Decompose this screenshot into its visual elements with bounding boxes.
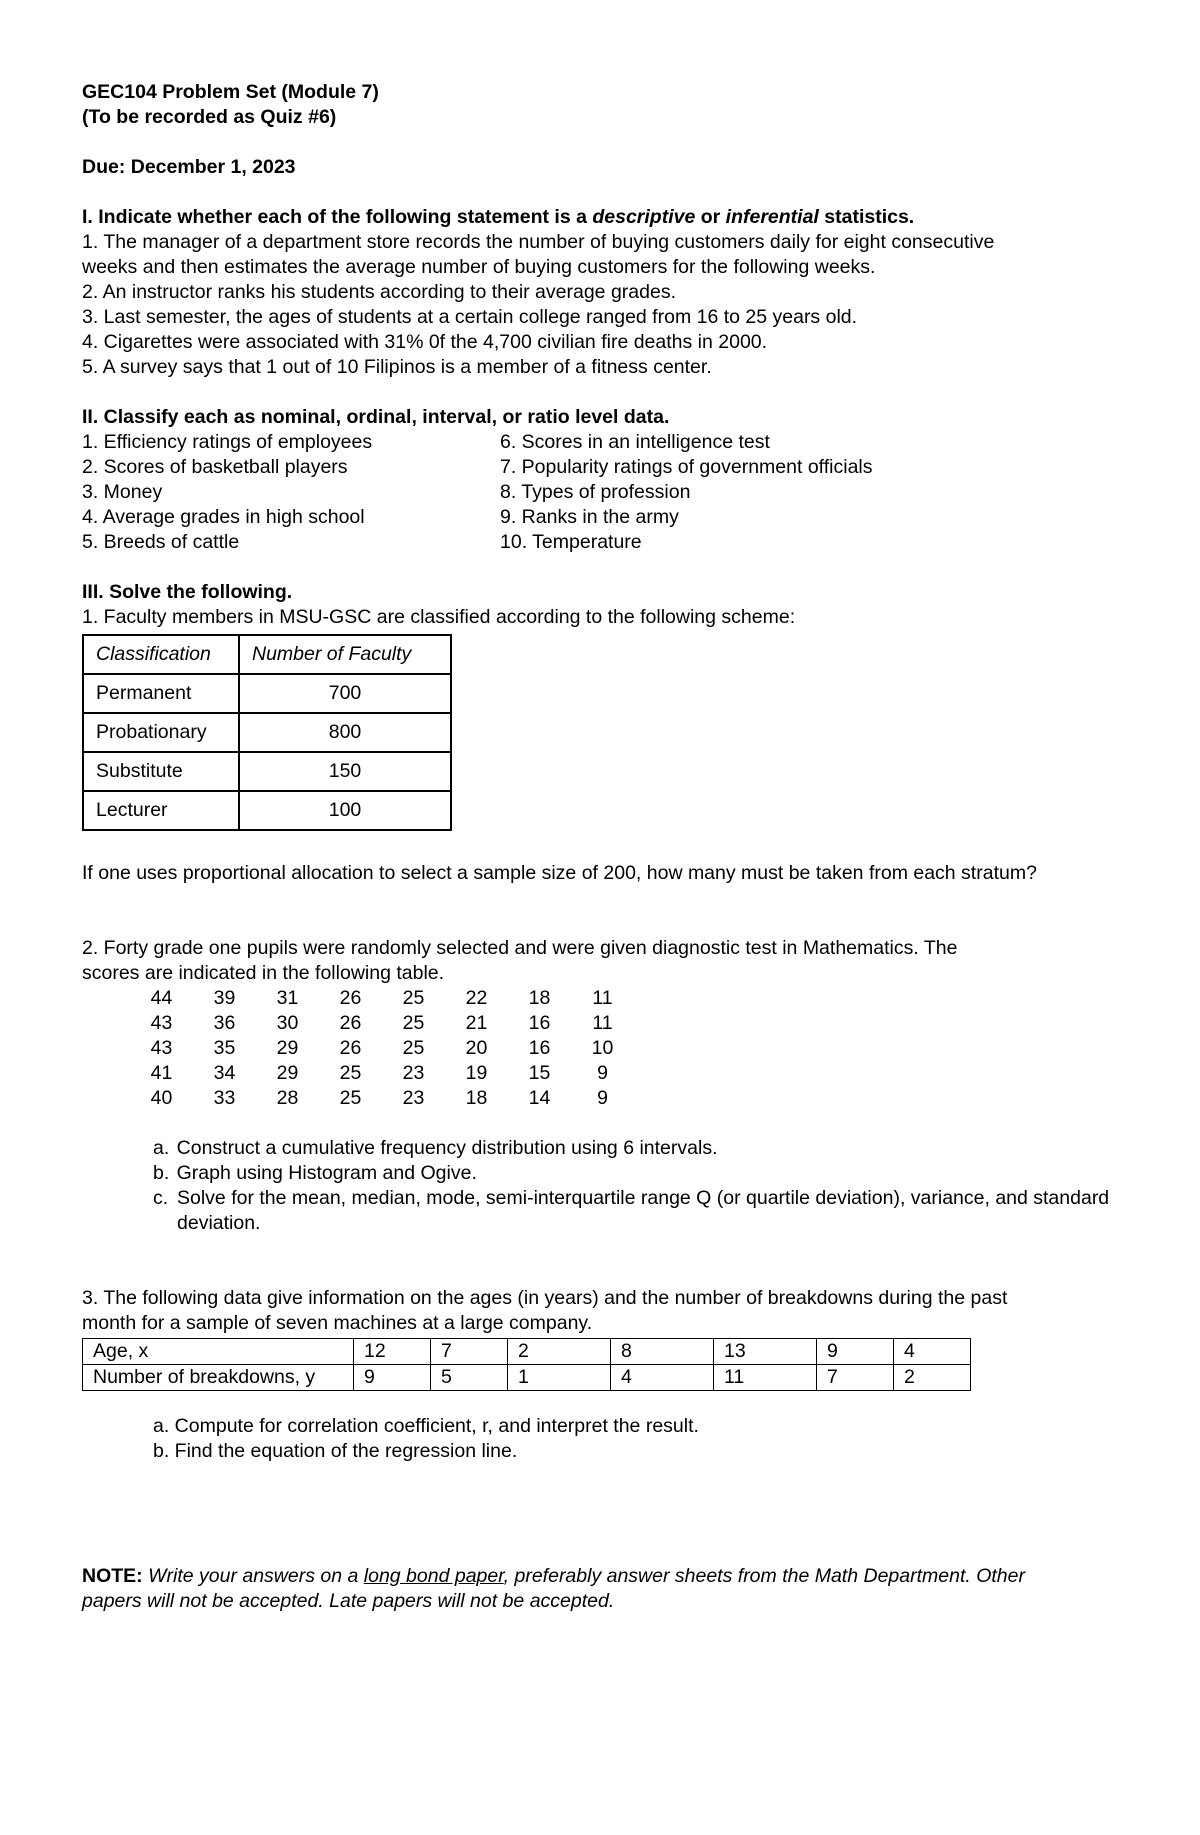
age-breakdowns-table — [82, 1338, 971, 1391]
table-row — [130, 986, 634, 1011]
note: NOTE: Write your answers on a long bond paper, preferably answer sheets from the Math Department. Other — [82, 1565, 1025, 1587]
table-cell: 9 — [597, 1062, 608, 1084]
part2-item: 7. Popularity ratings of government officials — [500, 456, 873, 478]
q2-intro: 2. Forty grade one pupils were randomly selected and were given diagnostic test in Mathematics. The — [82, 937, 958, 959]
table-header-cell: Age, x — [83, 1339, 354, 1365]
table-row — [130, 1086, 634, 1111]
table-cell: Probationary — [83, 713, 239, 752]
part2-item: 10. Temperature — [500, 531, 642, 553]
table-cell: 150 — [239, 752, 451, 791]
table-cell: 39 — [213, 987, 236, 1009]
q3-part-a: a. Compute for correlation coefficient, r, and interpret the result. — [153, 1415, 699, 1437]
document-subtitle: (To be recorded as Quiz #6) — [82, 106, 337, 128]
part1-item: 1. The manager of a department store records the number of buying customers daily for eight consecutive — [82, 231, 995, 253]
scores-table — [130, 986, 634, 1111]
part2-heading: II. Classify each as nominal, ordinal, interval, or ratio level data. — [82, 406, 670, 428]
table-cell: 11 — [592, 987, 613, 1009]
table-cell: 18 — [465, 1087, 488, 1109]
list-text: Graph using Histogram and Ogive. — [176, 1162, 477, 1184]
table-row — [83, 1365, 971, 1391]
document-title: GEC104 Problem Set (Module 7) — [82, 81, 379, 103]
table-cell: Lecturer — [83, 791, 239, 830]
table-row — [130, 1061, 634, 1086]
table-cell: 29 — [276, 1037, 299, 1059]
table-cell: 11 — [592, 1012, 613, 1034]
table-cell: 5 — [431, 1365, 508, 1391]
part1-item: 2. An instructor ranks his students according to their average grades. — [82, 281, 676, 303]
table-cell: 22 — [465, 987, 488, 1009]
part2-item: 3. Money — [82, 481, 163, 503]
table-row — [130, 1036, 634, 1061]
part1-item: 5. A survey says that 1 out of 10 Filipinos is a member of a fitness center. — [82, 356, 712, 378]
table-cell: 26 — [339, 1012, 362, 1034]
part2-item: 9. Ranks in the army — [500, 506, 679, 528]
table-cell: 28 — [276, 1087, 299, 1109]
q3-part-b: b. Find the equation of the regression line. — [153, 1440, 518, 1462]
list-letter: b. — [153, 1162, 170, 1184]
table-cell: 21 — [465, 1012, 488, 1034]
table-cell: Permanent — [83, 674, 239, 713]
list-text: Construct a cumulative frequency distribution using 6 intervals. — [176, 1137, 718, 1159]
table-cell: 31 — [276, 987, 299, 1009]
table-row — [83, 674, 451, 713]
table-cell: 26 — [339, 987, 362, 1009]
table-cell: 25 — [402, 1012, 425, 1034]
due-date: Due: December 1, 2023 — [82, 156, 296, 178]
table-header-row — [83, 635, 451, 674]
table-cell: 7 — [817, 1365, 894, 1391]
table-cell: 9 — [817, 1339, 894, 1365]
q3-intro: 3. The following data give information on the ages (in years) and the number of breakdowns during the past — [82, 1287, 1008, 1309]
note-label: NOTE: — [82, 1565, 143, 1587]
table-cell: 26 — [339, 1037, 362, 1059]
part1-item: 3. Last semester, the ages of students at a certain college ranged from 16 to 25 years old. — [82, 306, 858, 328]
document-page — [82, 80, 1122, 1614]
table-cell: 23 — [402, 1087, 425, 1109]
list-item — [153, 1186, 1122, 1236]
part1-item: 4. Cigarettes were associated with 31% 0f the 4,700 civilian fire deaths in 2000. — [82, 331, 768, 353]
table-row — [130, 1011, 634, 1036]
table-row — [83, 713, 451, 752]
table-cell: 8 — [611, 1339, 714, 1365]
part2-item: 8. Types of profession — [500, 481, 691, 503]
table-cell: 800 — [239, 713, 451, 752]
table-cell: 34 — [213, 1062, 236, 1084]
table-cell: 25 — [339, 1087, 362, 1109]
table-row — [83, 791, 451, 830]
table-cell: 16 — [528, 1012, 551, 1034]
table-cell: 33 — [213, 1087, 236, 1109]
part1-item: weeks and then estimates the average number of buying customers for the following weeks. — [82, 256, 876, 278]
part2-item: 5. Breeds of cattle — [82, 531, 240, 553]
table-cell: 14 — [528, 1087, 551, 1109]
table-cell: 41 — [150, 1062, 173, 1084]
part2-item: 2. Scores of basketball players — [82, 456, 348, 478]
list-letter: a. — [153, 1137, 170, 1159]
list-letter: c. — [153, 1187, 169, 1209]
table-cell: 18 — [528, 987, 551, 1009]
table-cell: 7 — [431, 1339, 508, 1365]
table-row — [83, 752, 451, 791]
table-cell: 2 — [894, 1365, 971, 1391]
table-cell: 11 — [714, 1365, 817, 1391]
table-cell: 4 — [894, 1339, 971, 1365]
table-cell: 23 — [402, 1062, 425, 1084]
table-cell: 12 — [354, 1339, 431, 1365]
table-cell: 43 — [150, 1012, 173, 1034]
table-cell: 29 — [276, 1062, 299, 1084]
list-text: Solve for the mean, median, mode, semi-interquartile range Q (or quartile deviation), variance, and standard deviation. — [177, 1187, 1110, 1234]
table-header-cell: Number of Faculty — [239, 635, 451, 674]
table-cell: 43 — [150, 1037, 173, 1059]
faculty-table — [82, 634, 452, 831]
table-cell: 35 — [213, 1037, 236, 1059]
table-cell: 30 — [276, 1012, 299, 1034]
table-cell: 15 — [528, 1062, 551, 1084]
part3-heading: III. Solve the following. — [82, 581, 293, 603]
part1-heading: I. Indicate whether each of the following statement is a descriptive or inferential statistics. — [82, 206, 915, 228]
table-row — [83, 1339, 971, 1365]
q1-intro: 1. Faculty members in MSU-GSC are classified according to the following scheme: — [82, 606, 796, 628]
table-cell: 9 — [597, 1087, 608, 1109]
table-cell: 100 — [239, 791, 451, 830]
table-cell: 20 — [465, 1037, 488, 1059]
table-cell: 25 — [402, 1037, 425, 1059]
part2-list — [82, 430, 1122, 555]
q1-question: If one uses proportional allocation to select a sample size of 200, how many must be taken from each stratum? — [82, 862, 1037, 884]
table-cell: 25 — [339, 1062, 362, 1084]
table-header-cell: Number of breakdowns, y — [83, 1365, 354, 1391]
list-item — [153, 1136, 1122, 1161]
q2-intro: scores are indicated in the following table. — [82, 962, 445, 984]
note-continued: papers will not be accepted. Late papers will not be accepted. — [82, 1590, 615, 1612]
table-cell: 700 — [239, 674, 451, 713]
part2-item: 1. Efficiency ratings of employees — [82, 431, 373, 453]
table-cell: 13 — [714, 1339, 817, 1365]
table-cell: 36 — [213, 1012, 236, 1034]
table-cell: 25 — [402, 987, 425, 1009]
part2-item: 4. Average grades in high school — [82, 506, 365, 528]
table-cell: Substitute — [83, 752, 239, 791]
table-cell: 16 — [528, 1037, 551, 1059]
list-item — [153, 1161, 1122, 1186]
part2-item: 6. Scores in an intelligence test — [500, 431, 770, 453]
table-cell: 44 — [150, 987, 173, 1009]
table-cell: 9 — [354, 1365, 431, 1391]
table-cell: 1 — [508, 1365, 611, 1391]
q3-intro: month for a sample of seven machines at a large company. — [82, 1312, 593, 1334]
table-cell: 40 — [150, 1087, 173, 1109]
table-cell: 19 — [465, 1062, 488, 1084]
table-header-cell: Classification — [83, 635, 239, 674]
table-cell: 2 — [508, 1339, 611, 1365]
q2-subquestions — [153, 1136, 1122, 1236]
table-cell: 10 — [591, 1037, 614, 1059]
table-cell: 4 — [611, 1365, 714, 1391]
